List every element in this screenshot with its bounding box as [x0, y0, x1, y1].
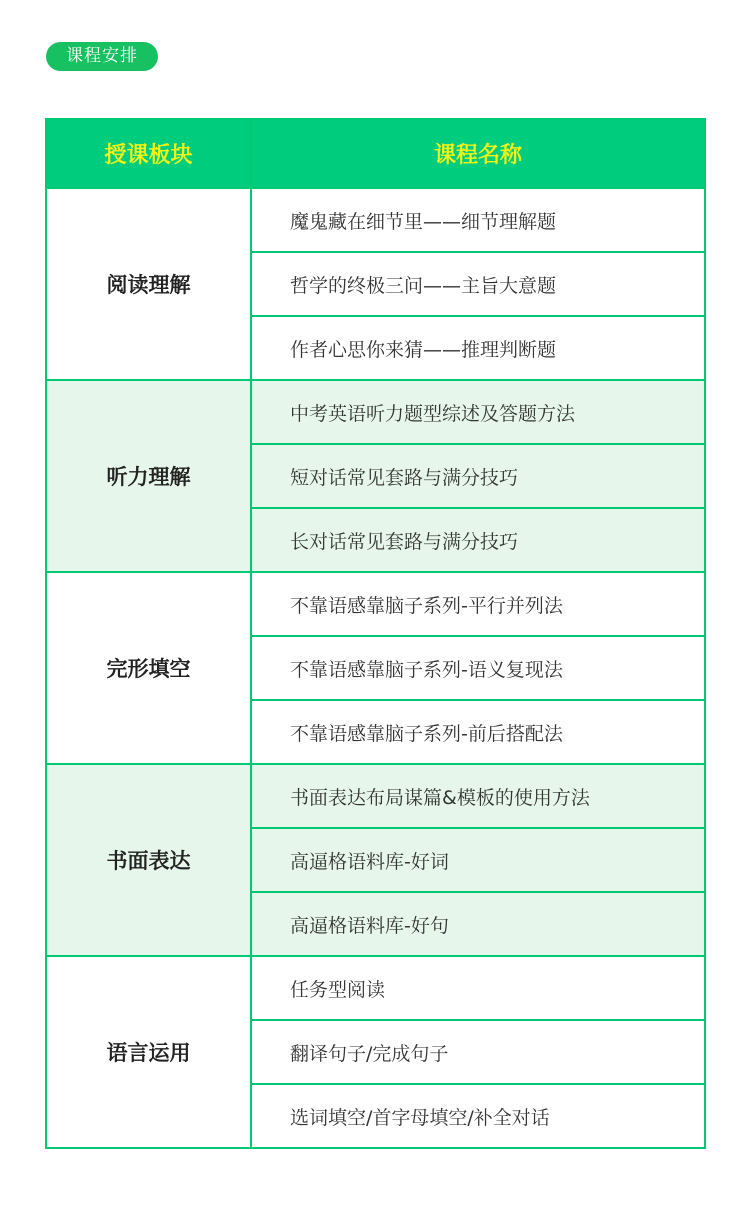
course-name: 作者心思你来猜——推理判断题	[251, 316, 705, 380]
course-name: 任务型阅读	[251, 956, 705, 1020]
section-group	[46, 572, 705, 764]
table-row	[46, 764, 705, 828]
table-header-row	[46, 119, 705, 188]
section-group	[46, 956, 705, 1148]
section-group	[46, 188, 705, 380]
section-name: 阅读理解	[46, 188, 251, 380]
course-name: 不靠语感靠脑子系列-语义复现法	[251, 636, 705, 700]
section-name: 语言运用	[46, 956, 251, 1148]
column-header-section: 授课板块	[46, 119, 251, 188]
section-group	[46, 764, 705, 956]
course-name: 不靠语感靠脑子系列-平行并列法	[251, 572, 705, 636]
course-name: 选词填空/首字母填空/补全对话	[251, 1084, 705, 1148]
section-name: 听力理解	[46, 380, 251, 572]
course-name: 不靠语感靠脑子系列-前后搭配法	[251, 700, 705, 764]
course-name: 翻译句子/完成句子	[251, 1020, 705, 1084]
course-name: 哲学的终极三问——主旨大意题	[251, 252, 705, 316]
course-name: 短对话常见套路与满分技巧	[251, 444, 705, 508]
section-tag: 课程安排	[46, 42, 158, 71]
course-name: 中考英语听力题型综述及答题方法	[251, 380, 705, 444]
section-name: 完形填空	[46, 572, 251, 764]
table-row	[46, 380, 705, 444]
course-name: 长对话常见套路与满分技巧	[251, 508, 705, 572]
section-name: 书面表达	[46, 764, 251, 956]
table-row	[46, 188, 705, 252]
course-name: 书面表达布局谋篇&模板的使用方法	[251, 764, 705, 828]
section-group	[46, 380, 705, 572]
course-name: 魔鬼藏在细节里——细节理解题	[251, 188, 705, 252]
table-row	[46, 572, 705, 636]
course-name: 高逼格语料库-好句	[251, 892, 705, 956]
column-header-course: 课程名称	[251, 119, 705, 188]
course-name: 高逼格语料库-好词	[251, 828, 705, 892]
table-row	[46, 956, 705, 1020]
course-schedule-table	[45, 118, 706, 1149]
